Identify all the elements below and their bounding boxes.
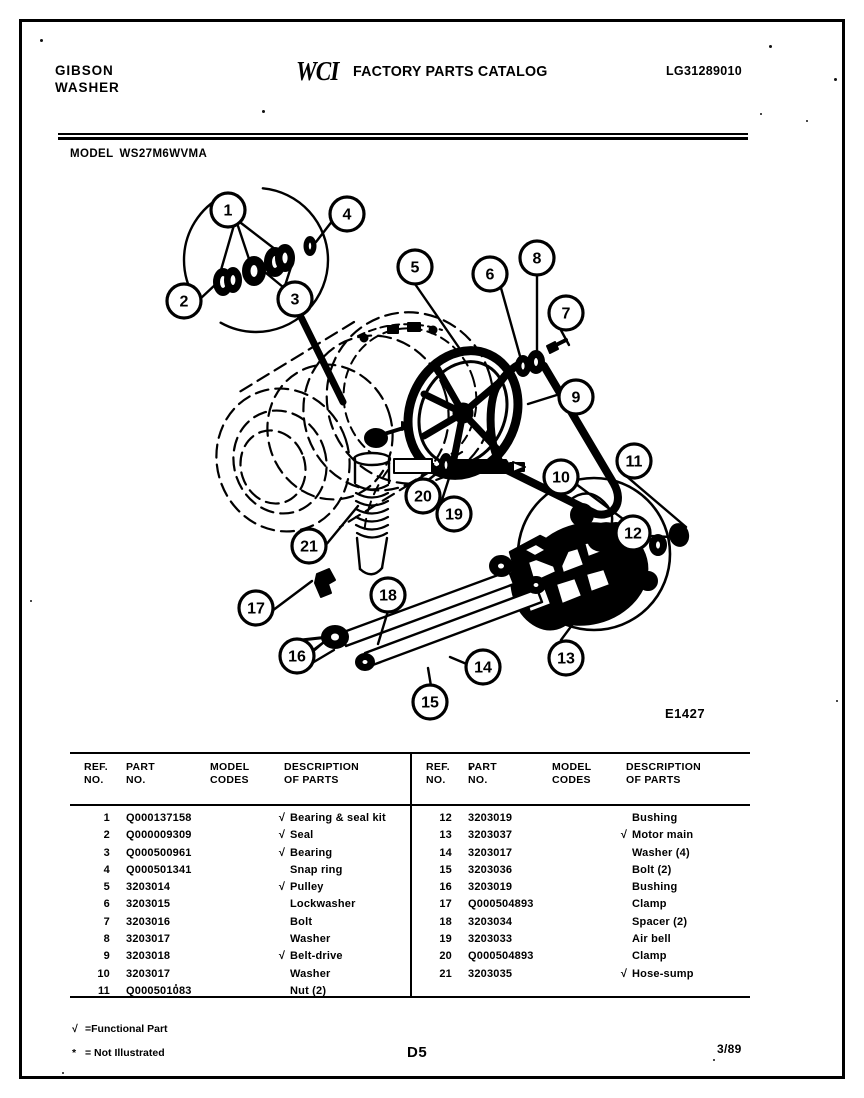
cell-part-no: Q000501341 (126, 863, 192, 876)
scan-speck (40, 39, 43, 42)
brand-block (55, 62, 120, 96)
cell-part-no: 3203018 (126, 950, 171, 963)
legend-not-illustrated (72, 1041, 168, 1065)
cell-part-no: 3203019 (468, 812, 513, 824)
functional-check-icon: √ (278, 812, 286, 824)
callout-18 (371, 578, 405, 612)
cell-description: Spacer (2) (632, 915, 688, 928)
functional-check-icon: √ (278, 950, 286, 963)
cell-ref-no: 21 (439, 967, 452, 980)
cell-description: Hose-sump (632, 967, 694, 980)
cell-part-no: 3203017 (126, 933, 171, 946)
model-number: WS27M6WVMA (119, 148, 208, 160)
legend-block (72, 1017, 168, 1065)
table-row (412, 847, 752, 864)
header-model-codes: MODEL CODES (552, 761, 592, 786)
cell-description: Bushing (632, 812, 678, 824)
cell-description: Bolt (290, 915, 313, 928)
legend-not-illustrated-text: = Not Illustrated (85, 1047, 165, 1059)
legend-functional-part (72, 1017, 168, 1041)
callout-number: 4 (342, 206, 352, 224)
header-rule-upper (58, 133, 748, 135)
cell-part-no: 3203034 (468, 915, 513, 928)
cell-ref-no: 19 (439, 933, 452, 946)
parts-rows-left (70, 812, 410, 1002)
cell-ref-no: 20 (439, 950, 452, 963)
table-row (70, 933, 410, 950)
callout-9 (559, 380, 593, 414)
scan-speck (834, 78, 837, 81)
cell-part-no: 3203017 (126, 967, 171, 980)
cell-description: Washer (290, 933, 331, 946)
callout-number: 2 (179, 293, 189, 311)
brand-name: GIBSON (55, 63, 114, 78)
wci-logo: WCI (296, 56, 339, 86)
header-ref-no: REF. NO. (84, 761, 108, 786)
callout-3 (278, 282, 312, 316)
header-part-no: PART NO. (468, 761, 498, 786)
header-ref-no: REF. NO. (426, 761, 450, 786)
header-rule-lower (58, 137, 748, 140)
callout-number: 13 (557, 650, 575, 668)
catalog-number: LG31289010 (666, 64, 742, 78)
cell-part-no: 3203037 (468, 829, 513, 842)
cell-part-no: 3203019 (468, 881, 513, 894)
cell-description: Lockwasher (290, 898, 356, 911)
callout-6 (473, 257, 507, 291)
table-row (412, 916, 752, 933)
header-description: DESCRIPTION OF PARTS (626, 761, 702, 786)
table-row (70, 916, 410, 933)
cell-description: Seal (290, 829, 314, 842)
cell-part-no: 3203014 (126, 881, 171, 894)
callout-number: 1 (223, 202, 233, 220)
header-part-no: PART NO. (126, 761, 156, 786)
cell-description: Bearing & seal kit (290, 812, 386, 824)
callout-1 (211, 193, 245, 227)
cell-ref-no: 4 (103, 863, 110, 876)
cell-description: Clamp (632, 898, 667, 911)
cell-description: Motor main (632, 829, 694, 842)
callout-7 (549, 296, 583, 330)
figure-code: E1427 (665, 706, 706, 721)
cell-part-no: Q000504893 (468, 950, 534, 963)
callout-number: 12 (624, 525, 642, 543)
callout-number: 9 (571, 389, 581, 407)
callout-number: 18 (379, 587, 397, 605)
callout-4 (330, 197, 364, 231)
callout-number: 20 (414, 488, 432, 506)
cell-ref-no: 6 (103, 898, 110, 911)
cell-part-no: 3203015 (126, 898, 171, 911)
scan-speck (769, 45, 772, 48)
table-row (412, 933, 752, 950)
header-description: DESCRIPTION OF PARTS (284, 761, 360, 786)
functional-check-icon: √ (620, 829, 628, 842)
parts-table-right-column (412, 752, 752, 998)
cell-ref-no: 11 (97, 984, 110, 997)
callout-number: 7 (561, 305, 571, 323)
cell-ref-no: 8 (103, 933, 110, 946)
asterisk-icon: * (72, 1047, 77, 1059)
model-bar (70, 148, 207, 160)
callout-5 (398, 250, 432, 284)
scan-speck (760, 113, 762, 115)
functional-check-icon: √ (278, 829, 286, 842)
cell-ref-no: 1 (103, 812, 110, 824)
cell-part-no: 3203017 (468, 846, 513, 859)
callout-number: 10 (552, 469, 570, 487)
callout-number: 14 (474, 659, 492, 677)
cell-part-no: Q000500961 (126, 846, 192, 859)
cell-part-no: 3203016 (126, 915, 171, 928)
callout-12 (616, 516, 650, 550)
cell-ref-no: 15 (439, 863, 452, 876)
callout-number: 8 (532, 250, 542, 268)
cell-description: Clamp (632, 950, 667, 963)
cell-description: Pulley (290, 881, 324, 894)
callout-number: 19 (445, 506, 463, 524)
cell-description: Bearing (290, 846, 333, 859)
page-number: D5 (407, 1044, 428, 1061)
cell-ref-no: 2 (103, 829, 110, 842)
table-row (70, 812, 410, 829)
cell-description: Washer (290, 967, 331, 980)
cell-part-no: Q000501083 (126, 984, 192, 997)
cell-description: Belt-drive (290, 950, 343, 963)
table-row (412, 968, 752, 985)
callout-8 (520, 241, 554, 275)
scan-speck (62, 1072, 64, 1074)
callout-16 (280, 639, 314, 673)
exploded-view-illustration (58, 170, 758, 730)
callout-13 (549, 641, 583, 675)
cell-part-no: 3203033 (468, 933, 513, 946)
callout-number: 3 (290, 291, 300, 309)
cell-ref-no: 5 (103, 881, 110, 894)
table-row (70, 847, 410, 864)
cell-part-no: Q000009309 (126, 829, 192, 842)
callout-number: 16 (288, 648, 306, 666)
table-row (70, 829, 410, 846)
table-row (70, 864, 410, 881)
cell-ref-no: 9 (103, 950, 110, 963)
table-row (412, 812, 752, 829)
callout-17 (239, 591, 273, 625)
table-row (412, 829, 752, 846)
table-row (70, 968, 410, 985)
functional-check-icon: √ (620, 967, 628, 980)
table-row (412, 864, 752, 881)
callout-number: 6 (485, 266, 495, 284)
model-label: MODEL (70, 148, 114, 160)
callout-number: 11 (625, 453, 643, 471)
table-row (70, 881, 410, 898)
callout-11 (617, 444, 651, 478)
cell-description: Washer (4) (632, 846, 690, 859)
callout-19 (437, 497, 471, 531)
brand-product: WASHER (55, 80, 120, 95)
table-row (70, 950, 410, 967)
callout-number: 21 (300, 538, 318, 556)
catalog-title: FACTORY PARTS CATALOG (352, 62, 548, 80)
cell-description: Air bell (632, 933, 671, 946)
functional-check-icon: √ (278, 881, 286, 894)
cell-ref-no: 18 (439, 915, 452, 928)
catalog-logo-block (296, 58, 557, 84)
callout-20 (406, 479, 440, 513)
scan-speck (806, 120, 808, 122)
parts-rows-right (412, 812, 752, 985)
cell-part-no: Q000137158 (126, 812, 192, 824)
callout-number: 17 (247, 600, 265, 618)
cell-part-no: Q000504893 (468, 898, 534, 911)
cell-ref-no: 13 (439, 829, 452, 842)
table-row (70, 985, 410, 1002)
date-code: 3/89 (717, 1042, 742, 1056)
cell-description: Bolt (2) (632, 863, 672, 876)
callout-15 (413, 685, 447, 719)
cell-ref-no: 12 (439, 812, 452, 824)
cell-ref-no: 7 (103, 915, 110, 928)
header-model-codes: MODEL CODES (210, 761, 250, 786)
cell-description: Nut (2) (290, 984, 327, 997)
functional-check-icon: √ (278, 846, 286, 859)
cell-description: Snap ring (290, 863, 343, 876)
check-mark-icon: √ (72, 1023, 78, 1035)
table-row (412, 898, 752, 915)
cell-ref-no: 16 (439, 881, 452, 894)
callout-21 (292, 529, 326, 563)
cell-part-no: 3203035 (468, 967, 513, 980)
cell-ref-no: 3 (103, 846, 110, 859)
table-row (70, 898, 410, 915)
parts-table (70, 752, 750, 998)
callout-10 (544, 460, 578, 494)
cell-ref-no: 10 (97, 967, 110, 980)
parts-table-left-column (70, 752, 410, 998)
scan-speck (713, 1059, 715, 1061)
cell-ref-no: 17 (439, 898, 452, 911)
callout-14 (466, 650, 500, 684)
cell-description: Bushing (632, 881, 678, 894)
callout-number: 5 (410, 259, 420, 277)
scan-speck (262, 110, 265, 113)
table-row (412, 950, 752, 967)
callout-2 (167, 284, 201, 318)
cell-part-no: 3203036 (468, 863, 513, 876)
callout-number: 15 (421, 694, 439, 712)
legend-functional-text: =Functional Part (85, 1023, 168, 1035)
cell-ref-no: 14 (439, 846, 452, 859)
scan-speck (30, 600, 32, 602)
scan-speck (836, 700, 838, 702)
table-row (412, 881, 752, 898)
